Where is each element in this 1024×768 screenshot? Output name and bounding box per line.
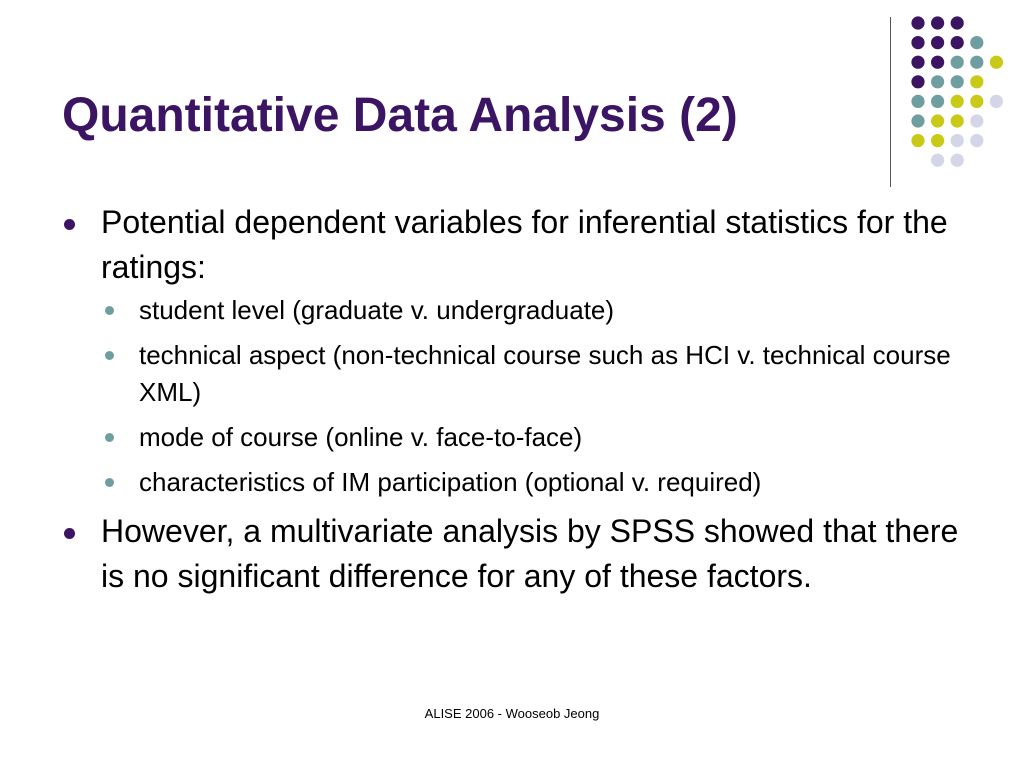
sub-bullet-text: technical aspect (non-technical course such as HCI v. technical course XML) (139, 340, 951, 407)
decorative-dot (951, 75, 964, 88)
bullet-text: However, a multivariate analysis by SPSS showed that there is no significant difference for any of these factors. (101, 513, 959, 594)
decorative-dot (951, 36, 964, 49)
decorative-dot (911, 56, 924, 69)
decorative-dot (970, 75, 983, 88)
decorative-dot (931, 154, 944, 167)
decorative-dot (951, 16, 964, 29)
sub-bullet-text: mode of course (online v. face-to-face) (139, 422, 583, 452)
decorative-dot (951, 134, 964, 147)
decorative-dot (911, 16, 924, 29)
decorative-dot (931, 134, 944, 147)
bullet-dot-icon (64, 219, 75, 230)
sub-bullet-text: characteristics of IM participation (optional v. required) (139, 467, 762, 497)
decorative-dot (970, 134, 983, 147)
slide-footer: ALISE 2006 - Wooseob Jeong (424, 706, 600, 721)
decorative-dot (911, 95, 924, 108)
decorative-dot (911, 114, 924, 127)
sub-bullet-text: student level (graduate v. undergraduate) (139, 295, 615, 325)
title-divider-line (890, 17, 891, 187)
slide-content (62, 200, 972, 603)
bullet-text: Potential dependent variables for inferential statistics for the ratings: (101, 204, 948, 285)
bullet-item (62, 200, 972, 501)
bullet-list (62, 200, 972, 599)
decorative-dot (931, 16, 944, 29)
decorative-dot (990, 56, 1003, 69)
decorative-dot (911, 134, 924, 147)
decorative-dot (911, 75, 924, 88)
decorative-dot (970, 114, 983, 127)
decorative-dot (970, 56, 983, 69)
decorative-dot (951, 114, 964, 127)
decorative-dot (931, 114, 944, 127)
decorative-dot (951, 95, 964, 108)
decorative-dot (970, 36, 983, 49)
decorative-dot (931, 95, 944, 108)
sub-bullet-item (101, 292, 972, 329)
decorative-dot (931, 56, 944, 69)
sub-bullet-item (101, 337, 972, 411)
sub-bullet-dot-icon (105, 351, 114, 360)
sub-bullet-item (101, 464, 972, 501)
sub-bullet-dot-icon (105, 433, 114, 442)
decorative-dot (911, 36, 924, 49)
bullet-item (62, 509, 972, 599)
decorative-dot (990, 95, 1003, 108)
slide-title: Quantitative Data Analysis (2) (62, 89, 738, 142)
decorative-dot (951, 56, 964, 69)
bullet-dot-icon (64, 528, 75, 539)
sub-bullet-dot-icon (105, 306, 114, 315)
decorative-dot (931, 75, 944, 88)
sub-bullet-dot-icon (105, 478, 114, 487)
decorative-dot (970, 95, 983, 108)
decorative-dot (951, 154, 964, 167)
sub-bullet-list (101, 292, 972, 501)
decorative-dot (931, 36, 944, 49)
sub-bullet-item (101, 419, 972, 456)
